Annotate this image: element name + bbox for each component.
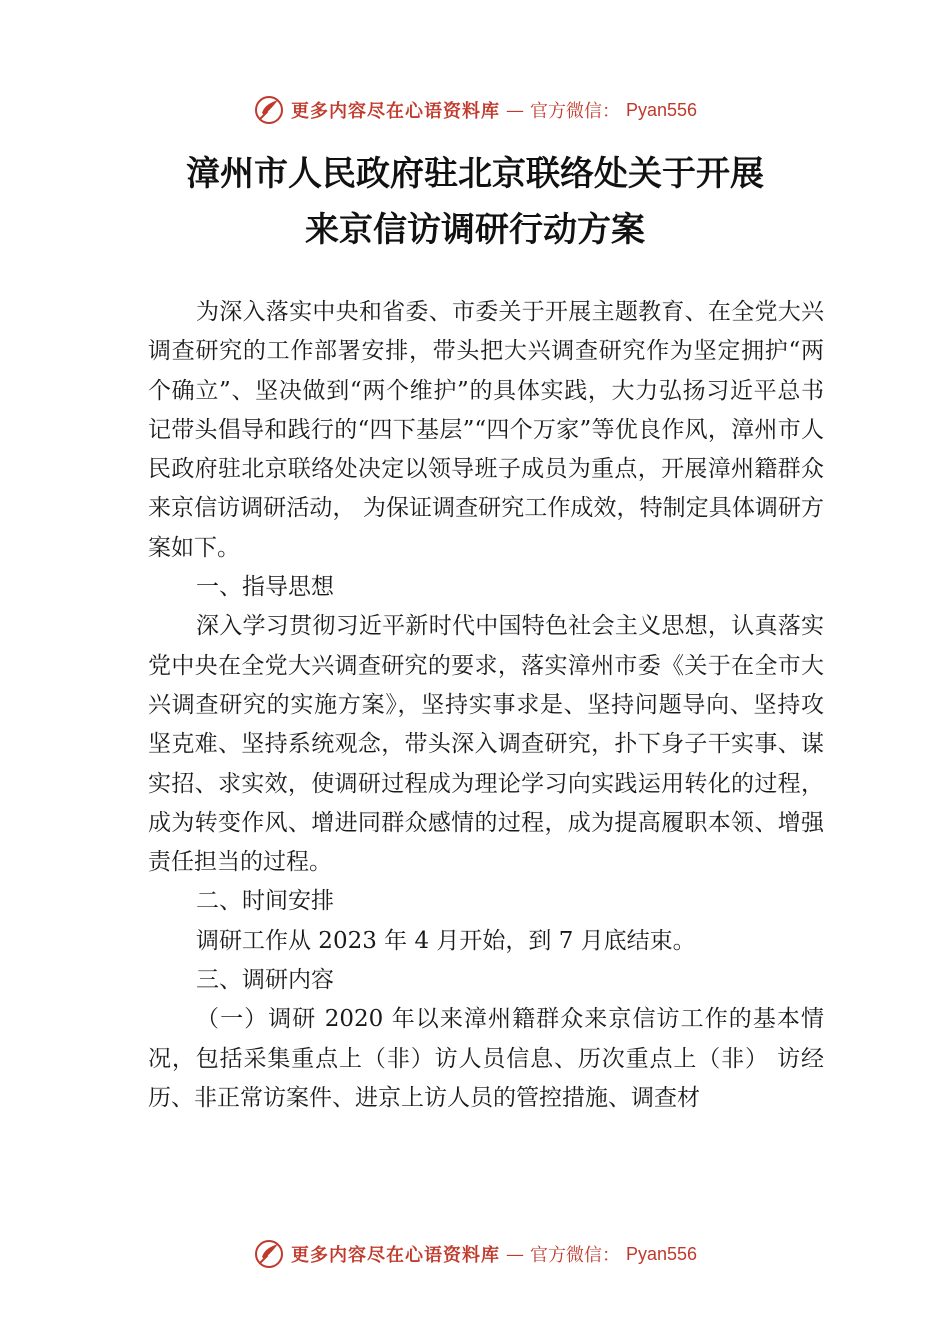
document-body [148, 293, 824, 1118]
section-heading-schedule: 二、时间安排 [196, 888, 334, 915]
brand-logo-icon [253, 1238, 285, 1270]
watermark-dash: — [505, 99, 524, 121]
section-heading-content: 三、调研内容 [196, 967, 334, 994]
watermark-dash: — [505, 1243, 524, 1265]
watermark-footer [0, 1232, 950, 1276]
paragraph-schedule: 调研工作从 2023 年 4 月开始，到 7 月底结束。 [196, 927, 696, 954]
paragraph-content-1: （一）调研 2020 年以来漳州籍群众来京信访工作的基本情况，包括采集重点上（非）访人员信息、历次重点上（非） 访经历、非正常访案件、进京上访人员的管控措施、调查材 [148, 1006, 824, 1111]
brand-logo-icon [253, 94, 285, 126]
paragraph-intro: 为深入落实中央和省委、市委关于开展主题教育、在全党大兴调查研究的工作部署安排，带头把大兴调查研究作为坚定拥护“两个确立”、坚决做到“两个维护”的具体实践，大力弘扬习近平总书记带头倡导和践行的“四下基层”“四个万家”等优良作风，漳州市人民政府驻北京联络处决定以领导班子成员为重点，开展漳州籍群众来京信访调研活动， 为保证调查研究工作成效，特制定具体调研方案如下。 [148, 299, 824, 561]
section-heading-guiding-thought: 一、指导思想 [196, 574, 334, 601]
document-title [0, 146, 950, 258]
watermark-brand: 更多内容尽在心语资料库 [290, 101, 500, 122]
watermark-brand: 更多内容尽在心语资料库 [290, 1245, 500, 1266]
title-line-1: 漳州市人民政府驻北京联络处关于开展 [186, 154, 764, 194]
watermark-wechat-id: Pyan556 [625, 1243, 698, 1264]
watermark-label: 官方微信： [529, 1245, 620, 1266]
watermark-wechat-id: Pyan556 [625, 99, 698, 120]
watermark-label: 官方微信： [529, 101, 620, 122]
paragraph-guiding-thought: 深入学习贯彻习近平新时代中国特色社会主义思想，认真落实党中央在全党大兴调查研究的要求，落实漳州市委《关于在全市大兴调查研究的实施方案》，坚持实事求是、坚持问题导向、坚持攻坚克难、坚持系统观念，带头深入调查研究，扑下身子干实事、谋实招、求实效，使调研过程成为理论学习向实践运用转化的过程，成为转变作风、增进同群众感情的过程，成为提高履职本领、增强责任担当的过程。 [148, 613, 824, 876]
watermark-header [0, 88, 950, 132]
title-line-2: 来京信访调研行动方案 [305, 210, 645, 250]
